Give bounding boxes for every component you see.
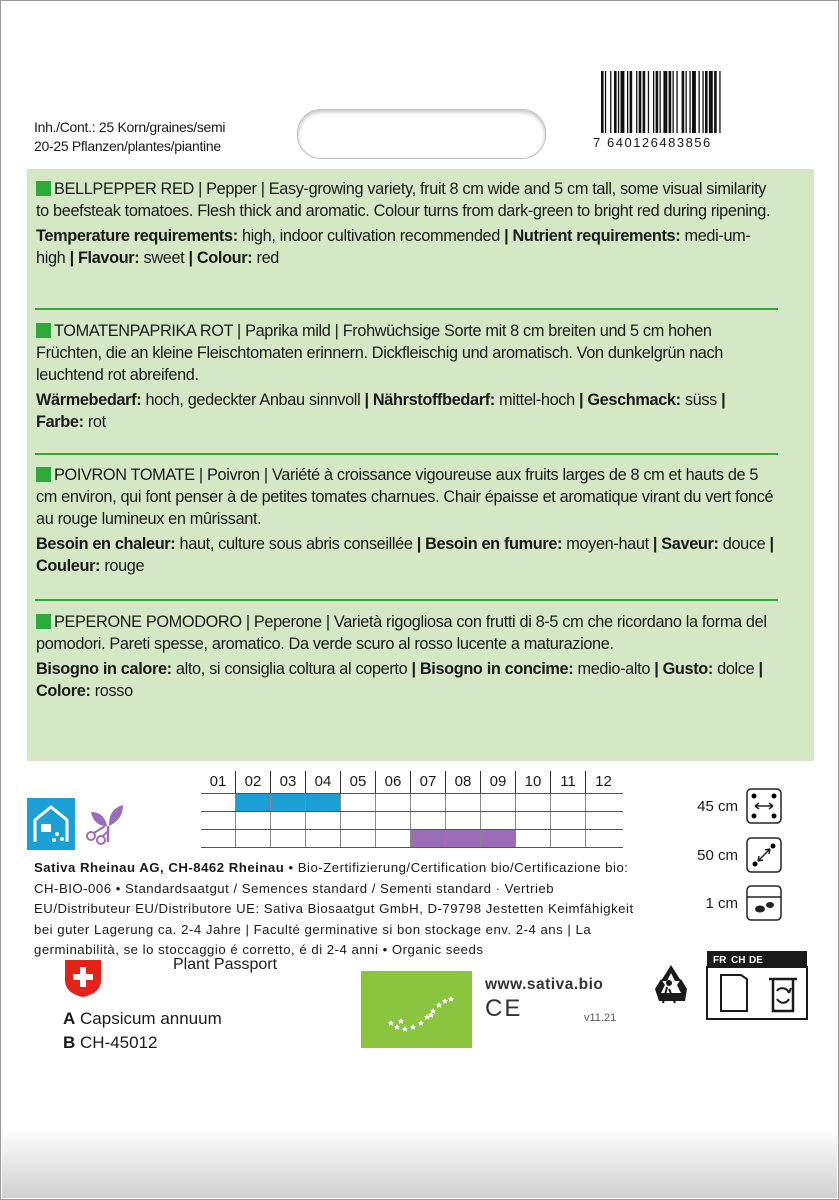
variety-name: TOMATENPAPRIKA ROT bbox=[54, 322, 233, 340]
sowing-depth-value: 1 cm bbox=[705, 894, 738, 912]
barcode-bar bbox=[614, 71, 617, 133]
eu-star bbox=[388, 1020, 394, 1026]
section-french bbox=[36, 464, 776, 577]
calendar-cell-06 bbox=[376, 812, 411, 829]
prop-label: Temperature requirements: bbox=[36, 227, 238, 245]
barcode-bar bbox=[676, 71, 677, 133]
barcode-bar bbox=[643, 71, 646, 133]
variety-properties bbox=[36, 533, 776, 577]
month-07: 07 bbox=[411, 771, 446, 793]
barcode-bar bbox=[627, 71, 628, 133]
barcode-digits: 640126483856 bbox=[607, 135, 712, 150]
recycling-info-icon bbox=[651, 949, 821, 1021]
month-02: 02 bbox=[236, 771, 271, 793]
barcode-bar bbox=[660, 71, 661, 133]
prop-label: | Colore: bbox=[36, 660, 763, 700]
plant-passport-b bbox=[63, 1033, 158, 1053]
calendar-cell-09 bbox=[481, 830, 516, 847]
variety-name: PEPERONE POMODORO bbox=[54, 613, 242, 631]
calendar-cell-06 bbox=[376, 794, 411, 811]
prop-value: hoch, gedeckter Anbau sinnvoll bbox=[141, 391, 365, 409]
prop-label: | Gusto: bbox=[654, 660, 713, 678]
prop-value: mittel-hoch bbox=[494, 391, 579, 409]
barcode-bar bbox=[705, 71, 708, 133]
green-square-icon bbox=[36, 467, 51, 482]
calendar-cell-01 bbox=[201, 794, 236, 811]
eu-star bbox=[394, 1024, 400, 1030]
barcode-bar bbox=[601, 71, 604, 133]
calendar-cell-10 bbox=[516, 830, 551, 847]
eu-star bbox=[436, 1002, 442, 1008]
calendar-cell-05 bbox=[341, 830, 376, 847]
calendar-cell-01 bbox=[201, 812, 236, 829]
calendar-cell-03 bbox=[271, 794, 306, 811]
calendar-cell-11 bbox=[551, 830, 586, 847]
sowing-depth bbox=[705, 885, 782, 921]
eu-star bbox=[402, 1026, 408, 1032]
contents-seeds: Inh./Cont.: 25 Korn/graines/semi bbox=[34, 119, 226, 135]
barcode-bar bbox=[656, 71, 659, 133]
barcode-number bbox=[593, 135, 773, 150]
prop-label: | Besoin en fumure: bbox=[416, 535, 563, 553]
barcode-bar bbox=[692, 71, 696, 133]
prop-label: | Nährstoffbedarf: bbox=[364, 391, 495, 409]
barcode-bar bbox=[648, 71, 649, 133]
month-09: 09 bbox=[481, 771, 516, 793]
calendar-cell-10 bbox=[516, 812, 551, 829]
calendar-cell-06 bbox=[376, 830, 411, 847]
month-04: 04 bbox=[306, 771, 341, 793]
barcode-bar bbox=[714, 71, 717, 133]
calendar-row-planting bbox=[201, 812, 623, 830]
calendar-cell-05 bbox=[341, 794, 376, 811]
prop-value: douce bbox=[718, 535, 770, 553]
barcode-bar bbox=[618, 71, 619, 133]
green-square-icon bbox=[36, 323, 51, 338]
prop-label: | Nutrient requirements: bbox=[504, 227, 681, 245]
barcode-bar bbox=[673, 71, 674, 133]
month-05: 05 bbox=[341, 771, 376, 793]
prop-label: Bisogno in calore: bbox=[36, 660, 172, 678]
barcode-bar bbox=[686, 71, 687, 133]
prop-label: | Geschmack: bbox=[578, 391, 681, 409]
variety-intro: | Poivron | Variété à croissance vigoureuse aux fruits larges de 8 cm et hauts de 5 cm environ, qui font penser à de petites tomates charnues. Chair épaisse et aromatique virant du vert foncé au rouge lumineux en mûrissant. bbox=[36, 466, 774, 528]
row-spacing bbox=[697, 788, 782, 824]
calendar-cell-09 bbox=[481, 794, 516, 811]
passport-value: CH-45012 bbox=[80, 1033, 158, 1052]
barcode-bar bbox=[699, 71, 700, 133]
recycle-label-ch: CH bbox=[731, 955, 746, 966]
variety-name: BELLPEPPER RED bbox=[54, 180, 194, 198]
calendar-cell-08 bbox=[446, 812, 481, 829]
barcode-bar bbox=[709, 71, 713, 133]
prop-value: medio-alto bbox=[573, 660, 655, 678]
barcode-first-digit: 7 bbox=[593, 135, 602, 150]
barcode-bar bbox=[621, 71, 625, 133]
prop-value: medi-um-high bbox=[36, 227, 751, 267]
barcode-bar bbox=[630, 71, 633, 133]
calendar-cell-10 bbox=[516, 794, 551, 811]
eu-star bbox=[398, 1018, 404, 1024]
section-divider bbox=[35, 308, 778, 310]
calendar-cell-12 bbox=[586, 794, 621, 811]
calendar-cell-11 bbox=[551, 794, 586, 811]
green-square-icon bbox=[36, 181, 51, 196]
month-10: 10 bbox=[516, 771, 551, 793]
passport-key: B bbox=[63, 1033, 76, 1052]
eu-star bbox=[442, 998, 448, 1004]
prop-value: rouge bbox=[100, 557, 145, 575]
prop-value: rosso bbox=[90, 682, 133, 700]
greenhouse-sowing-icon bbox=[27, 798, 75, 850]
calendar-cell-08 bbox=[446, 830, 481, 847]
version-code: v11.21 bbox=[584, 1012, 617, 1024]
prop-value: red bbox=[252, 249, 279, 267]
barcode-bar bbox=[663, 71, 667, 133]
calendar-cell-05 bbox=[341, 812, 376, 829]
calendar-cell-11 bbox=[551, 812, 586, 829]
eu-star bbox=[410, 1024, 416, 1030]
barcode-bar bbox=[639, 71, 642, 133]
prop-value: moyen-haut bbox=[562, 535, 653, 553]
section-english bbox=[36, 178, 776, 269]
prop-label: | Bisogno in concime: bbox=[411, 660, 574, 678]
prop-value: high, indoor cultivation recommended bbox=[237, 227, 505, 245]
row-spacing-icon bbox=[746, 788, 782, 824]
swiss-flag-icon bbox=[63, 958, 103, 998]
green-square-icon bbox=[36, 614, 51, 629]
prop-label: Besoin en chaleur: bbox=[36, 535, 176, 553]
barcode-bar bbox=[610, 71, 611, 133]
barcode-bar bbox=[669, 71, 672, 133]
plant-spacing bbox=[697, 837, 782, 873]
prop-label: | Couleur: bbox=[36, 535, 774, 575]
prop-value: rot bbox=[83, 413, 106, 431]
plant-spacing-value: 50 cm bbox=[697, 846, 738, 864]
section-italian bbox=[36, 611, 776, 702]
calendar-cell-01 bbox=[201, 830, 236, 847]
calendar-cell-07 bbox=[411, 812, 446, 829]
month-12: 12 bbox=[595, 773, 612, 790]
calendar-cell-02 bbox=[236, 812, 271, 829]
calendar-cell-07 bbox=[411, 794, 446, 811]
prop-value: süss bbox=[680, 391, 722, 409]
variety-intro: | Paprika mild | Frohwüchsige Sorte mit 8 cm breiten und 5 cm hohen Früchten, die an kleine Fleischtomaten erinnern. Dickfleischig und aromatisch. Von dunkelgrün nach leuchtend rot abreifend. bbox=[36, 322, 723, 384]
passport-key: A bbox=[63, 1009, 76, 1028]
company-text: • Bio-Zertifizierung/Certification bio/Certificazione bio: CH-BIO-006 • Standardsaatgut / Semences standard / Sementi standard · Vertrieb EU/Distributeur EU/Distributore UE: Sativa Biosaatgut GmbH, D-79798 Jestetten Keimfähigkeit bei guter Lagerung ca. 2-4 Jahre | Faculté germinative si bon stockage env. 2-4 ans | La germinabilità, se lo stoccaggio é corretto, é di 2-4 anni • Organic seeds bbox=[34, 860, 634, 957]
company-info bbox=[34, 858, 634, 961]
prop-label: | Farbe: bbox=[36, 391, 726, 431]
calendar-cell-04 bbox=[306, 830, 341, 847]
barcode-bar bbox=[702, 71, 703, 133]
recycle-label-fr: FR bbox=[713, 955, 727, 966]
calendar-cell-04 bbox=[306, 812, 341, 829]
barcode-bar bbox=[682, 71, 685, 133]
barcode-bar bbox=[653, 71, 654, 133]
eu-organic-leaf-logo bbox=[361, 971, 472, 1048]
barcode-bar bbox=[636, 71, 637, 133]
prop-value: alto, si consiglia coltura al coperto bbox=[171, 660, 412, 678]
section-divider bbox=[35, 453, 778, 455]
seedling-scissors-icon bbox=[83, 796, 131, 848]
passport-value: Capsicum annuum bbox=[80, 1009, 222, 1028]
eu-star bbox=[418, 1020, 424, 1026]
variety-intro: | Pepper | Easy-growing variety, fruit 8 cm wide and 5 cm tall, some visual similarity to beefsteak tomatoes. Flesh thick and aromatic. Colour turns from dark-green to bright red during ripening. bbox=[36, 180, 771, 220]
prop-value: sweet bbox=[139, 249, 189, 267]
variety-properties bbox=[36, 658, 776, 702]
barcode-bar bbox=[689, 71, 690, 133]
plant-passport-title: Plant Passport bbox=[173, 956, 278, 973]
plant-passport-a bbox=[63, 1009, 222, 1029]
calendar-cell-02 bbox=[236, 794, 271, 811]
prop-value: dolce bbox=[712, 660, 759, 678]
calendar-cell-03 bbox=[271, 812, 306, 829]
sowing-depth-icon bbox=[746, 885, 782, 921]
calendar-months bbox=[201, 771, 623, 793]
variety-name: POIVRON TOMATE bbox=[54, 466, 195, 484]
section-divider bbox=[35, 599, 778, 601]
variety-properties bbox=[36, 225, 776, 269]
calendar-cell-02 bbox=[236, 830, 271, 847]
variety-intro: | Peperone | Varietà rigogliosa con frutti di 8-5 cm che ricordano la forma del pomodori. Pareti spesse, aromatico. Da verde scuro al rosso lucente a maturazione. bbox=[36, 613, 767, 653]
packet-contents bbox=[34, 118, 225, 156]
month-03: 03 bbox=[271, 771, 306, 793]
calendar-row-harvest bbox=[201, 830, 623, 848]
growing-calendar bbox=[201, 771, 623, 848]
prop-label: | Colour: bbox=[188, 249, 253, 267]
calendar-cell-07 bbox=[411, 830, 446, 847]
barcode-bar bbox=[719, 71, 720, 133]
prop-label: Wärmebedarf: bbox=[36, 391, 142, 409]
calendar-row-sowing bbox=[201, 793, 623, 812]
hang-hole bbox=[297, 109, 546, 159]
month-11: 11 bbox=[551, 771, 586, 793]
calendar-cell-03 bbox=[271, 830, 306, 847]
month-06: 06 bbox=[376, 771, 411, 793]
calendar-cell-09 bbox=[481, 812, 516, 829]
contents-plants: 20-25 Pflanzen/plantes/piantine bbox=[34, 138, 221, 154]
prop-value: haut, culture sous abris conseillée bbox=[175, 535, 417, 553]
calendar-cell-04 bbox=[306, 794, 341, 811]
calendar-cell-12 bbox=[586, 830, 621, 847]
website-link[interactable]: www.sativa.bio bbox=[485, 976, 604, 993]
variety-properties bbox=[36, 389, 776, 433]
plant-spacing-icon bbox=[746, 837, 782, 873]
row-spacing-value: 45 cm bbox=[697, 797, 738, 815]
prop-label: | Flavour: bbox=[69, 249, 140, 267]
calendar-cell-12 bbox=[586, 812, 621, 829]
prop-label: | Saveur: bbox=[652, 535, 719, 553]
recycle-label-de: DE bbox=[749, 955, 763, 966]
month-01: 01 bbox=[201, 771, 236, 793]
calendar-cell-08 bbox=[446, 794, 481, 811]
barcode-bar bbox=[605, 71, 606, 133]
section-german bbox=[36, 320, 776, 433]
company-name: Sativa Rheinau AG, CH-8462 Rheinau bbox=[34, 860, 285, 875]
ce-mark: CE bbox=[485, 995, 523, 1022]
eu-star bbox=[448, 996, 454, 1002]
month-08: 08 bbox=[446, 771, 481, 793]
